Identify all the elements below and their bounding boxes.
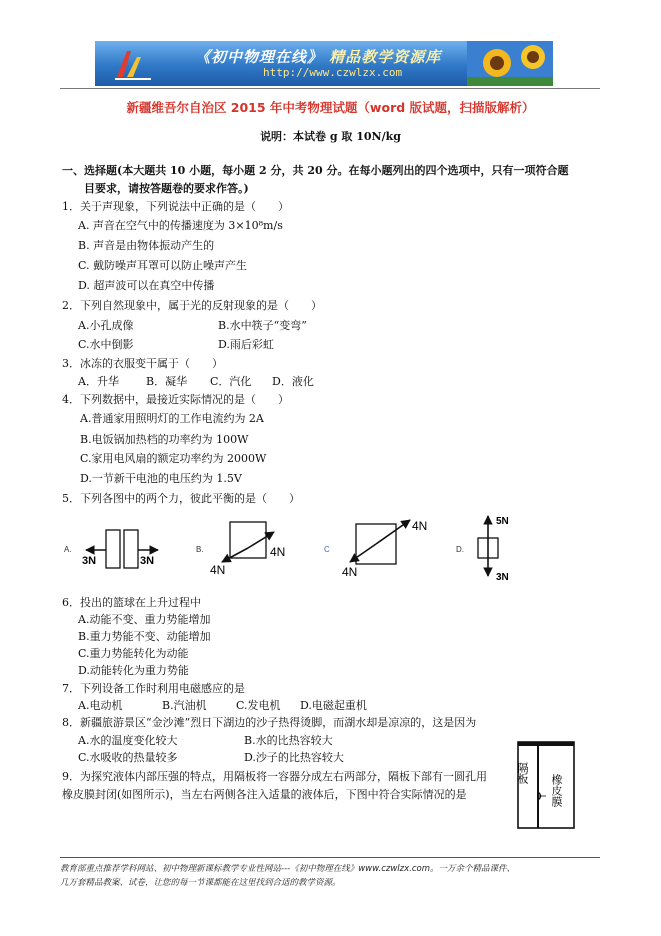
question-6-option-c: C.重力势能转化为动能 xyxy=(78,647,189,660)
question-9-container-figure xyxy=(516,740,578,832)
question-4-option-a: A.普通家用照明灯的工作电流约为 2A xyxy=(80,412,264,425)
banner-title: 《初中物理在线》 精品教学资源库 xyxy=(195,48,442,66)
question-3-option-b: B．凝华 xyxy=(146,375,188,388)
question-7-option-c: C.发电机 xyxy=(236,699,281,712)
question-4-stem: 4．下列数据中，最接近实际情况的是（ ） xyxy=(62,393,289,406)
document-title: 新疆维吾尔自治区 2015 年中考物理试题（word 版试题，扫描版解析） xyxy=(126,100,535,115)
figure-c-label: C xyxy=(324,545,330,554)
footer-divider xyxy=(60,857,600,858)
header-banner xyxy=(95,41,553,86)
question-8-option-c: C.水吸收的热量较多 xyxy=(78,751,178,764)
question-7-option-b: B.汽油机 xyxy=(162,699,207,712)
figure-d-force-up: 5N xyxy=(496,516,509,527)
question-3-stem: 3．冰冻的衣服变干属于（ ） xyxy=(62,357,223,370)
question-4-option-c: C.家用电风扇的额定功率约为 2000W xyxy=(80,452,267,465)
question-4-option-d: D.一节新干电池的电压约为 1.5V xyxy=(80,472,242,485)
figure-d-force-down: 3N xyxy=(496,572,509,583)
figure-c-force-left: 4N xyxy=(342,565,358,579)
banner-url[interactable]: http://www.czwlzx.com xyxy=(263,66,403,79)
figure-c xyxy=(324,519,427,579)
question-9-line1: 9．为探究液体内部压强的特点，用隔板将一容器分成左右两部分，隔板下部有一圆孔用 xyxy=(62,770,487,783)
question-3-option-a: A．升华 xyxy=(78,375,119,388)
figure-b-force-right: 4N xyxy=(270,545,286,559)
question-3-option-d: D．液化 xyxy=(272,375,314,388)
figure-b-label: B. xyxy=(196,545,204,554)
question-1-stem: 1．关于声现象，下列说法中正确的是（ ） xyxy=(62,200,289,213)
header-divider xyxy=(60,88,600,89)
question-2-option-c: C.水中倒影 xyxy=(78,338,134,351)
question-7-stem: 7．下列设备工作时利用电磁感应的是 xyxy=(62,682,245,695)
question-6-option-b: B.重力势能不变、动能增加 xyxy=(78,630,211,643)
section-heading-line2: 目要求，请按答题卷的要求作答。) xyxy=(84,182,249,195)
question-7-option-a: A.电动机 xyxy=(78,699,123,712)
figure-d xyxy=(456,516,509,583)
question-8-option-d: D.沙子的比热容较大 xyxy=(244,751,344,764)
figure-a xyxy=(64,530,158,568)
question-2-stem: 2．下列自然现象中，属于光的反射现象的是（ ） xyxy=(62,299,322,312)
question-1-option-b: B. 声音是由物体振动产生的 xyxy=(78,239,215,252)
question-6-stem: 6．投出的篮球在上升过程中 xyxy=(62,596,201,609)
document-note: 说明：本试卷 g 取 10N/kg xyxy=(260,130,401,143)
figure-c-force-right: 4N xyxy=(412,519,428,533)
figure-d-label: D. xyxy=(456,545,464,554)
question-4-option-b: B.电饭锅加热档的功率约为 100W xyxy=(80,433,249,446)
figure-b-force-left: 4N xyxy=(210,563,226,577)
figure-a-label: A. xyxy=(64,545,72,554)
question-7-option-d: D.电磁起重机 xyxy=(300,699,367,712)
container-label-partition: 隔板 xyxy=(516,762,528,784)
question-5-stem: 5．下列各图中的两个力，彼此平衡的是（ ） xyxy=(62,492,300,505)
sunflower-image-icon xyxy=(467,41,553,86)
question-2-option-d: D.雨后彩虹 xyxy=(218,338,274,351)
question-5-figures xyxy=(60,510,540,588)
question-8-stem: 8．新疆旅游景区“金沙滩”烈日下湖边的沙子热得烫脚，而湖水却是凉凉的，这是因为 xyxy=(62,716,477,729)
footer-line2: 几万套精品教案、试卷，让您的每一节课都能在这里找到合适的教学资源。 xyxy=(60,878,341,888)
question-8-option-b: B.水的比热容较大 xyxy=(244,734,333,747)
question-9-line2: 橡皮膜封闭(如图所示)，当左右两侧各注入适量的液体后，下图中符合实际情况的是 xyxy=(62,788,467,801)
site-logo-icon xyxy=(113,47,153,81)
question-2-option-b: B.水中筷子“变弯” xyxy=(218,319,307,332)
question-3-option-c: C．汽化 xyxy=(210,375,252,388)
question-2-option-a: A.小孔成像 xyxy=(78,319,134,332)
figure-b xyxy=(196,522,285,577)
figure-a-force-right: 3N xyxy=(140,555,155,567)
question-1-option-c: C. 戴防噪声耳罩可以防止噪声产生 xyxy=(78,259,248,272)
footer-line1: 教育部重点推荐学科网站、初中物理新课标教学专业性网站---《初中物理在线》www.czwlzx.com。一万余个精品课件、 xyxy=(60,864,516,874)
question-1-option-d: D. 超声波可以在真空中传播 xyxy=(78,279,215,292)
question-8-option-a: A.水的温度变化较大 xyxy=(78,734,178,747)
section-heading-line1: 一、选择题(本大题共 10 小题，每小题 2 分，共 20 分。在每小题列出的四个选项中，只有一项符合题 xyxy=(62,164,569,177)
question-6-option-a: A.动能不变、重力势能增加 xyxy=(78,613,211,626)
question-6-option-d: D.动能转化为重力势能 xyxy=(78,664,189,677)
question-1-option-a: A. 声音在空气中的传播速度为 3×10⁸m/s xyxy=(78,219,283,232)
container-label-membrane: 橡皮膜 xyxy=(550,774,562,807)
figure-a-force-left: 3N xyxy=(82,555,97,567)
